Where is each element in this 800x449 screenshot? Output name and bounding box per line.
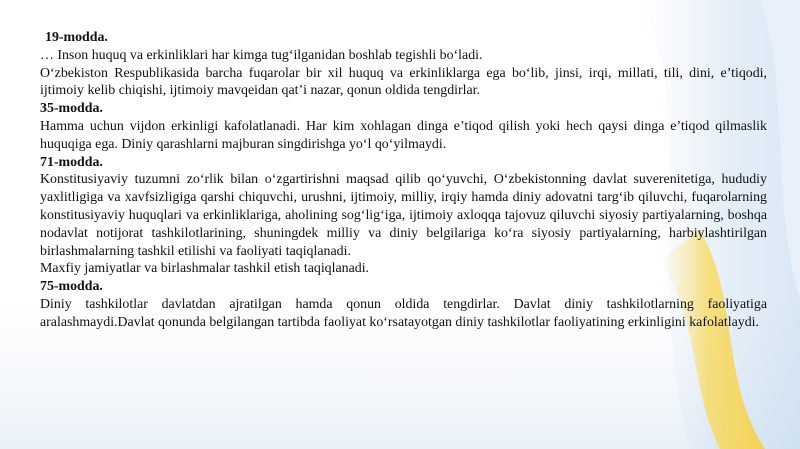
article-paragraph: Hamma uchun vijdon erkinligi kafolatlanadi. Har kim xohlagan dinga e’tiqod qilish yoki hech qaysi dinga e’tiqod qilmaslik huquqiga ega. Diniy qarashlarni majburan singdirishga yo‘l qo‘yilmaydi. [40, 118, 767, 152]
article-paragraph: Maxfiy jamiyatlar va birlashmalar tashkil etish taqiqlanadi. [40, 261, 370, 277]
article-heading: 19-modda. [45, 30, 108, 45]
article-paragraph: Diniy tashkilotlar davlatdan ajratilgan hamda qonun oldida tengdirlar. Davlat diniy tashkilotlarning faoliyatiga aralashmaydi.Davlat qonunda belgilangan tartibda faoliyat ko‘rsatayotgan diniy tashkilotlar faoliyatining erkinligini kafolatlaydi. [40, 296, 767, 330]
article-heading: 35-modda. [40, 101, 103, 117]
article-heading: 71-modda. [40, 154, 103, 170]
article-paragraph: Konstitusiyaviy tuzumni zo‘rlik bilan o‘zgartirishni maqsad qilib qo‘yuvchi, O‘zbekistonning davlat suverenitetiga, hududiy yaxlitligiga va xavfsizligiga qarshi chiquvchi, urushni, ijtimoiy, milliy, irqiy hamda diniy adovatni targ‘ib qiluvchi, fuqarolarning konstitusiyaviy huquqlari va erkinliklariga, aholining sog‘lig‘iga, ijtimoiy axloqqa tajovuz qiluvchi siyosiy partiyalarning, boshqa nodavlat notijorat tashkilotlarining, shuningdek milliy va diniy belgilariga ko‘ra siyosiy partiyalarning, harbiylashtirilgan birlashmalarning tashkil etilishi va faoliyati taqiqlanadi. [40, 172, 767, 259]
document-body [40, 29, 767, 332]
article-paragraph: … Inson huquq va erkinliklari har kimga tug‘ilganidan boshlab tegishli bo‘ladi. [40, 47, 483, 63]
article-heading: 75-modda. [40, 279, 103, 295]
article-paragraph: O‘zbekiston Respublikasida barcha fuqarolar bir xil huquq va erkinliklarga ega bo‘lib, jinsi, irqi, millati, tili, dini, e’tiqodi, ijtimoiy kelib chiqishi, ijtimoiy mavqeidan qat’i nazar, qonun oldida tengdirlar. [40, 65, 767, 99]
